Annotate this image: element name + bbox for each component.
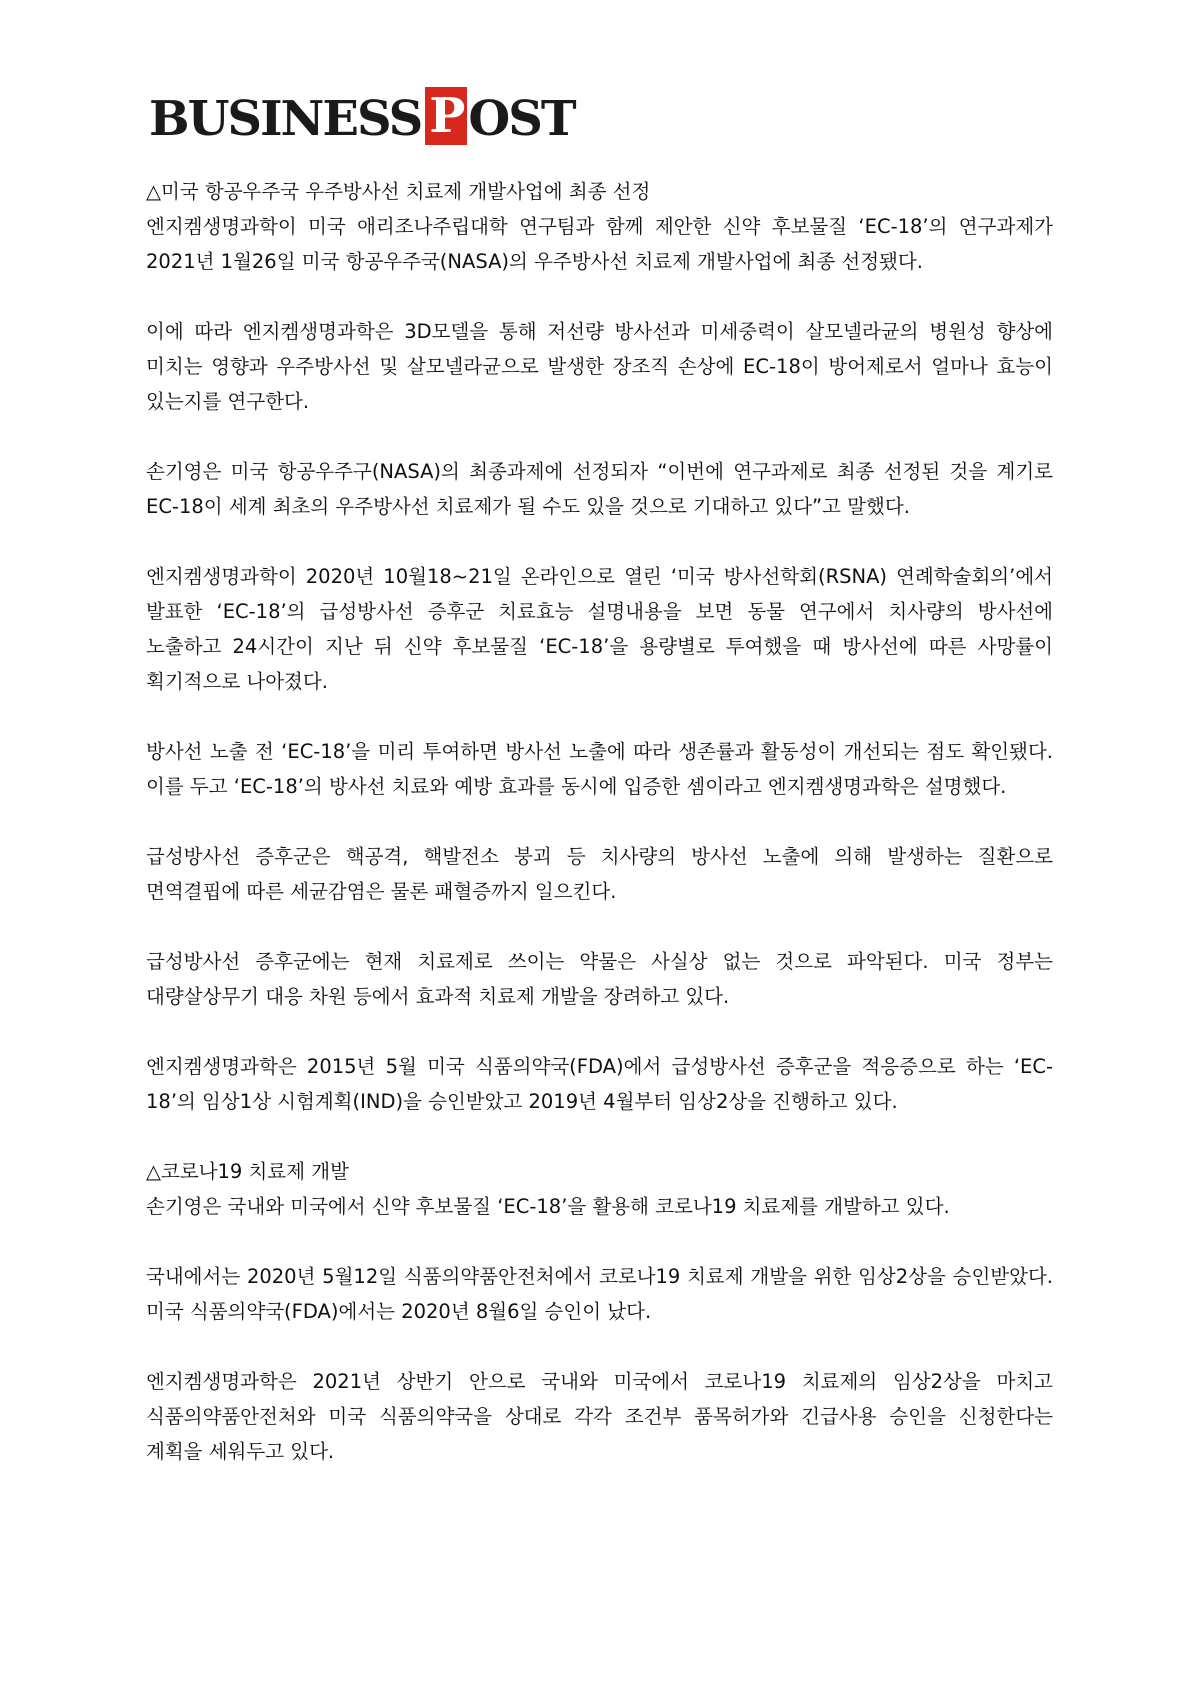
paragraph-text: 이에 따라 엔지켐생명과학은 3D모델을 통해 저선량 방사선과 미세중력이 살모넬라균의 병원성 향상에 미치는 영향과 우주방사선 및 살모넬라균으로 발생한 장조직 손상에 EC-18이 방어제로서 얼마나 효능이 있는지를 연구한다. [146,320,1053,413]
paragraph-prevention [146,734,1053,804]
paragraph-fda-ind [146,1049,1053,1119]
paragraph-quote [146,454,1053,524]
paragraph-nasa [146,174,1053,279]
paragraph-text: 국내에서는 2020년 5월12일 식품의약품안전처에서 코로나19 치료제 개발을 위한 임상2상을 승인받았다. 미국 식품의약국(FDA)에서는 2020년 8월6일 승인이 났다. [146,1265,1053,1323]
paragraph-covid [146,1154,1053,1224]
section-heading: △미국 항공우주국 우주방사선 치료제 개발사업에 최종 선정 [146,180,651,203]
paragraph-ars-definition [146,839,1053,909]
paragraph-text: 손기영은 미국 항공우주구(NASA)의 최종과제에 선정되자 “이번에 연구과제로 최종 선정된 것을 계기로 EC-18이 세계 최초의 우주방사선 치료제가 될 수도 있을 것으로 기대하고 있다”고 말했다. [146,460,1053,518]
paragraph-research-plan [146,314,1053,419]
paragraph-text: 엔지켐생명과학은 2021년 상반기 안으로 국내와 미국에서 코로나19 치료제의 임상2상을 마치고 식품의약품안전처와 미국 식품의약국을 상대로 각각 조건부 품목허가와 긴급사용 승인을 신청한다는 계획을 세워두고 있다. [146,1370,1053,1463]
business-post-logo [149,88,575,150]
logo-text-business: BUSINESS [149,91,422,147]
article-body [146,174,1053,1504]
paragraph-text: 엔지켐생명과학이 미국 애리조나주립대학 연구팀과 함께 제안한 신약 후보물질 ‘EC-18’의 연구과제가 2021년 1월26일 미국 항공우주국(NASA)의 우주방사선 치료제 개발사업에 최종 선정됐다. [146,215,1053,273]
paragraph-text: 엔지켐생명과학은 2015년 5월 미국 식품의약국(FDA)에서 급성방사선 증후군을 적응증으로 하는 ‘EC-18’의 임상1상 시험계획(IND)을 승인받았고 2019년 4월부터 임상2상을 진행하고 있다. [146,1055,1053,1113]
logo-p-letter: P [425,87,467,145]
paragraph-text: 방사선 노출 전 ‘EC-18’을 미리 투여하면 방사선 노출에 따라 생존률과 활동성이 개선되는 점도 확인됐다. 이를 두고 ‘EC-18’의 방사선 치료와 예방 효과를 동시에 입증한 셈이라고 엔지켐생명과학은 설명했다. [146,740,1053,798]
paragraph-covid-approval [146,1259,1053,1329]
paragraph-text: 손기영은 국내와 미국에서 신약 후보물질 ‘EC-18’을 활용해 코로나19 치료제를 개발하고 있다. [146,1195,950,1218]
paragraph-ars-treatment [146,944,1053,1014]
logo-text-ost: OST [468,91,575,147]
section-heading: △코로나19 치료제 개발 [146,1160,349,1183]
paragraph-covid-plan [146,1364,1053,1469]
paragraph-rsna [146,559,1053,699]
paragraph-text: 급성방사선 증후군에는 현재 치료제로 쓰이는 약물은 사실상 없는 것으로 파악된다. 미국 정부는 대량살상무기 대응 차원 등에서 효과적 치료제 개발을 장려하고 있다. [146,950,1053,1008]
paragraph-text: 엔지켐생명과학이 2020년 10월18~21일 온라인으로 열린 ‘미국 방사선학회(RSNA) 연례학술회의’에서 발표한 ‘EC-18’의 급성방사선 증후군 치료효능 설명내용을 보면 동물 연구에서 치사량의 방사선에 노출하고 24시간이 지난 뒤 신약 후보물질 ‘EC-18’을 용량별로 투여했을 때 방사선에 따른 사망률이 획기적으로 나아졌다. [146,565,1053,693]
paragraph-text: 급성방사선 증후군은 핵공격, 핵발전소 붕괴 등 치사량의 방사선 노출에 의해 발생하는 질환으로 면역결핍에 따른 세균감염은 물론 패혈증까지 일으킨다. [146,845,1053,903]
